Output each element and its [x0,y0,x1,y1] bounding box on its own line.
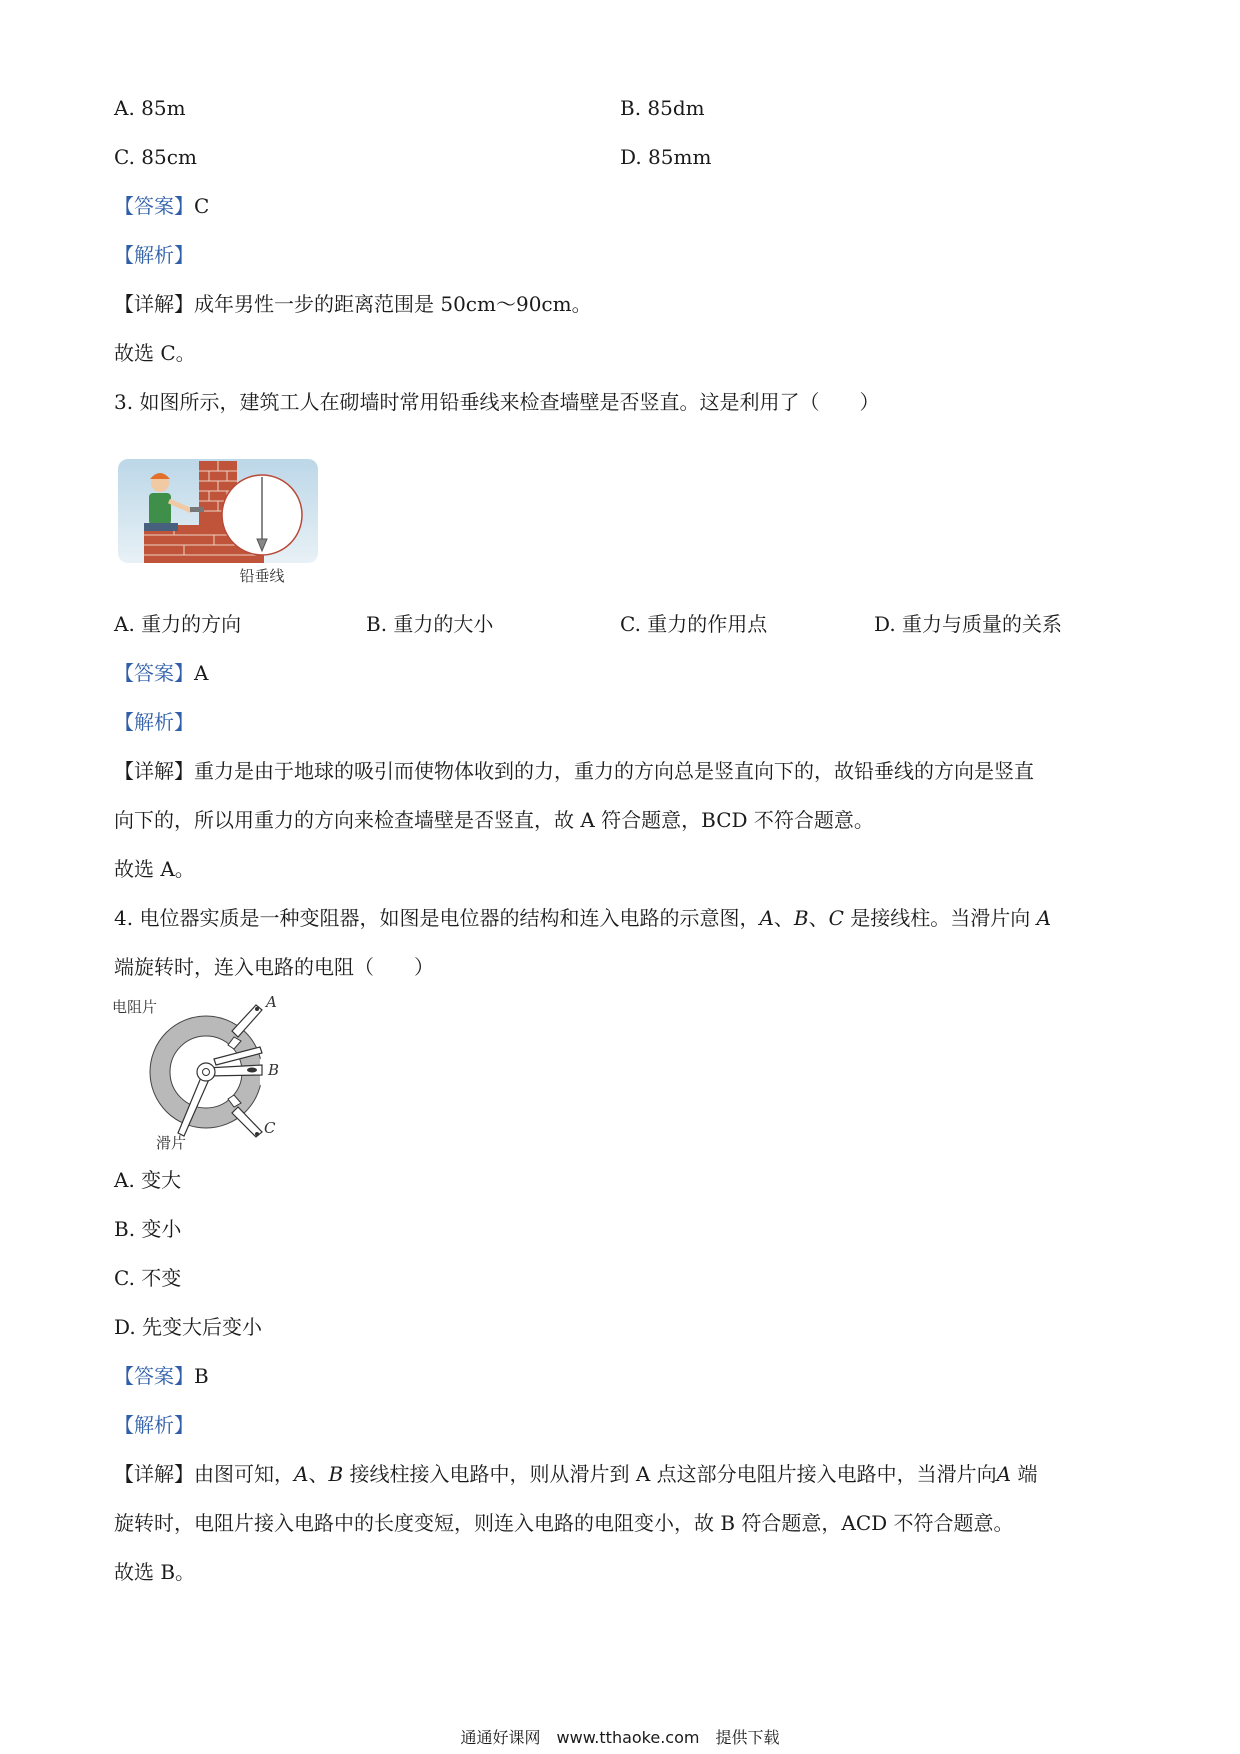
separator: 、 [773,906,794,930]
detail-text: 端 [1011,1462,1038,1486]
q2-option-c: C. 85cm [114,145,197,169]
detail-tag: 【详解】 [114,759,194,783]
answer-value: A [194,661,209,685]
detail-text: 由图可知， [194,1462,294,1486]
q4-option-c: C. 不变 [114,1266,182,1290]
q4-potentiometer-figure [110,995,310,1155]
answer-tag: 【答案】 [114,1364,194,1388]
q2-option-d: D. 85mm [620,145,712,169]
label-b: B [268,1061,280,1079]
terminal-b: B [328,1462,344,1486]
q4-analysis [114,1411,194,1439]
q3-plumb-line-figure [114,455,324,595]
q3-stem: 3. 如图所示，建筑工人在砌墙时常用铅垂线来检查墙壁是否竖直。这是利用了（ ） [114,390,880,414]
detail-tag: 【详解】 [114,1462,194,1486]
label-a: A [266,995,277,1011]
q4-conclusion: 故选 B。 [114,1560,196,1584]
q4-stem-line2: 端旋转时，连入电路的电阻（ ） [114,955,434,979]
label-c: C [264,1119,276,1137]
q2-answer [114,192,209,220]
separator: 、 [808,906,829,930]
detail-text: 接线柱接入电路中，则从滑片到 A 点这部分电阻片接入电路中，当滑片向 [343,1462,997,1486]
terminal-b: B [793,906,809,930]
answer-tag: 【答案】 [114,194,194,218]
terminal-a: A [294,1462,309,1486]
stem-text: 4. 电位器实质是一种变阻器，如图是电位器的结构和连入电路的示意图， [114,906,760,930]
detail-text: 重力是由于地球的吸引而使物体收到的力，重力的方向总是竖直向下的，故铅垂线的方向是竖直 [194,759,1034,783]
answer-value: B [194,1364,209,1388]
q4-detail-line2: 旋转时，电阻片接入电路中的长度变短，则连入电路的电阻变小，故 B 符合题意，ACD 不符合题意。 [114,1511,1014,1535]
q4-option-b: B. 变小 [114,1217,182,1241]
plumb-line-illustration [114,455,324,595]
plumb-line-label: 铅垂线 [239,567,285,585]
q2-option-b: B. 85dm [620,96,705,120]
q4-stem-line1 [114,904,1051,932]
q4-answer [114,1362,209,1390]
q2-option-a: A. 85m [114,96,186,120]
q2-detail [114,290,592,318]
q4-detail-line1 [114,1460,1037,1488]
q2-analysis [114,241,194,269]
terminal-a: A [996,1462,1012,1486]
detail-text: 成年男性一步的距离范围是 50cm～90cm。 [194,292,592,316]
q3-option-a: A. 重力的方向 [114,612,242,636]
q3-detail-line1 [114,757,1034,785]
terminal-a: A [759,906,774,930]
analysis-tag: 【解析】 [114,243,194,267]
q3-option-b: B. 重力的大小 [366,612,494,636]
page-footer: 通通好课网 www.tthaoke.com 提供下载 [460,1728,780,1747]
analysis-tag: 【解析】 [114,1413,194,1437]
q3-analysis [114,708,194,736]
q3-detail-line2: 向下的，所以用重力的方向来检查墙壁是否竖直，故 A 符合题意，BCD 不符合题意。 [114,808,874,832]
label-resistor: 电阻片 [112,998,158,1016]
q3-answer [114,659,208,687]
q2-conclusion: 故选 C。 [114,341,196,365]
q4-option-d: D. 先变大后变小 [114,1315,263,1339]
analysis-tag: 【解析】 [114,710,194,734]
answer-value: C [194,194,210,218]
detail-tag: 【详解】 [114,292,194,316]
terminal-c: C [828,906,844,930]
label-slider: 滑片 [156,1134,187,1152]
stem-text: 是接线柱。当滑片向 [843,906,1037,930]
answer-tag: 【答案】 [114,661,194,685]
q3-conclusion: 故选 A。 [114,857,195,881]
potentiometer-diagram [110,995,310,1155]
terminal-a: A [1036,906,1052,930]
q3-option-c: C. 重力的作用点 [620,612,768,636]
separator: 、 [308,1462,329,1486]
q3-option-d: D. 重力与质量的关系 [874,612,1063,636]
q4-option-a: A. 变大 [114,1168,182,1192]
